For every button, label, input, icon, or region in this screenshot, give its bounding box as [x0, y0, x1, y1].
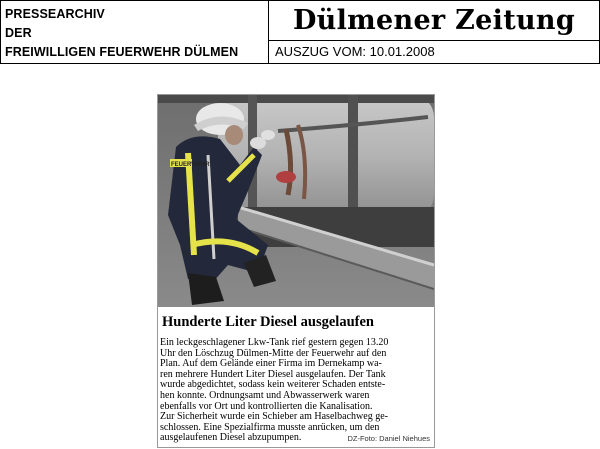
archive-line-2: DER	[5, 26, 32, 40]
article-body-line: Ein leckgeschlagener Lkw-Tank rief gestern gegen 13.20	[160, 337, 389, 348]
article-body-line: Uhr den Löschzug Dülmen-Mitte der Feuerwehr auf den	[160, 347, 387, 359]
newspaper-clipping	[157, 94, 435, 448]
newspaper-masthead: Dülmener Zeitung	[269, 1, 599, 41]
article-body-line: hen konnte. Ordnungsamt und Abwasserwerk waren	[160, 389, 370, 401]
article-body	[160, 338, 432, 444]
excerpt-date: AUSZUG VOM: 10.01.2008	[275, 44, 435, 59]
photo-credit: DZ-Foto: Daniel Niehues	[347, 434, 430, 443]
article-body-line: ebenfalls vor Ort und kontrollierten die Kanalisation.	[160, 400, 373, 412]
article-photo	[158, 95, 434, 307]
archive-line-3: FREIWILLIGEN FEUERWEHR DÜLMEN	[5, 45, 239, 59]
article-body-line: ausgelaufenen Diesel abzupumpen.	[160, 432, 302, 444]
archive-line-1: PRESSEARCHIV	[5, 7, 105, 21]
article-headline: Hunderte Liter Diesel ausgelaufen	[162, 314, 374, 330]
firefighter-photo-illustration	[158, 95, 434, 307]
article-body-line: Zur Sicherheit wurde ein Schieber am Haselbachweg ge-	[160, 411, 388, 423]
article-body-line: wurde abgedichtet, sodass kein weiterer Schaden entste-	[160, 379, 386, 391]
article-body-line: schlossen. Eine Spezialfirma musste anrücken, um den	[160, 421, 380, 433]
newspaper-box	[269, 1, 599, 63]
article-body-line: ren mehrere Hundert Liter Diesel ausgelaufen. Der Tank	[160, 368, 386, 380]
vest-label: FEUERWEHR	[171, 162, 210, 168]
archive-label-box	[1, 1, 269, 63]
article-body-line: Plan. Auf dem Gelände einer Firma im Dernekamp wa-	[160, 358, 382, 370]
archive-header	[0, 0, 600, 64]
